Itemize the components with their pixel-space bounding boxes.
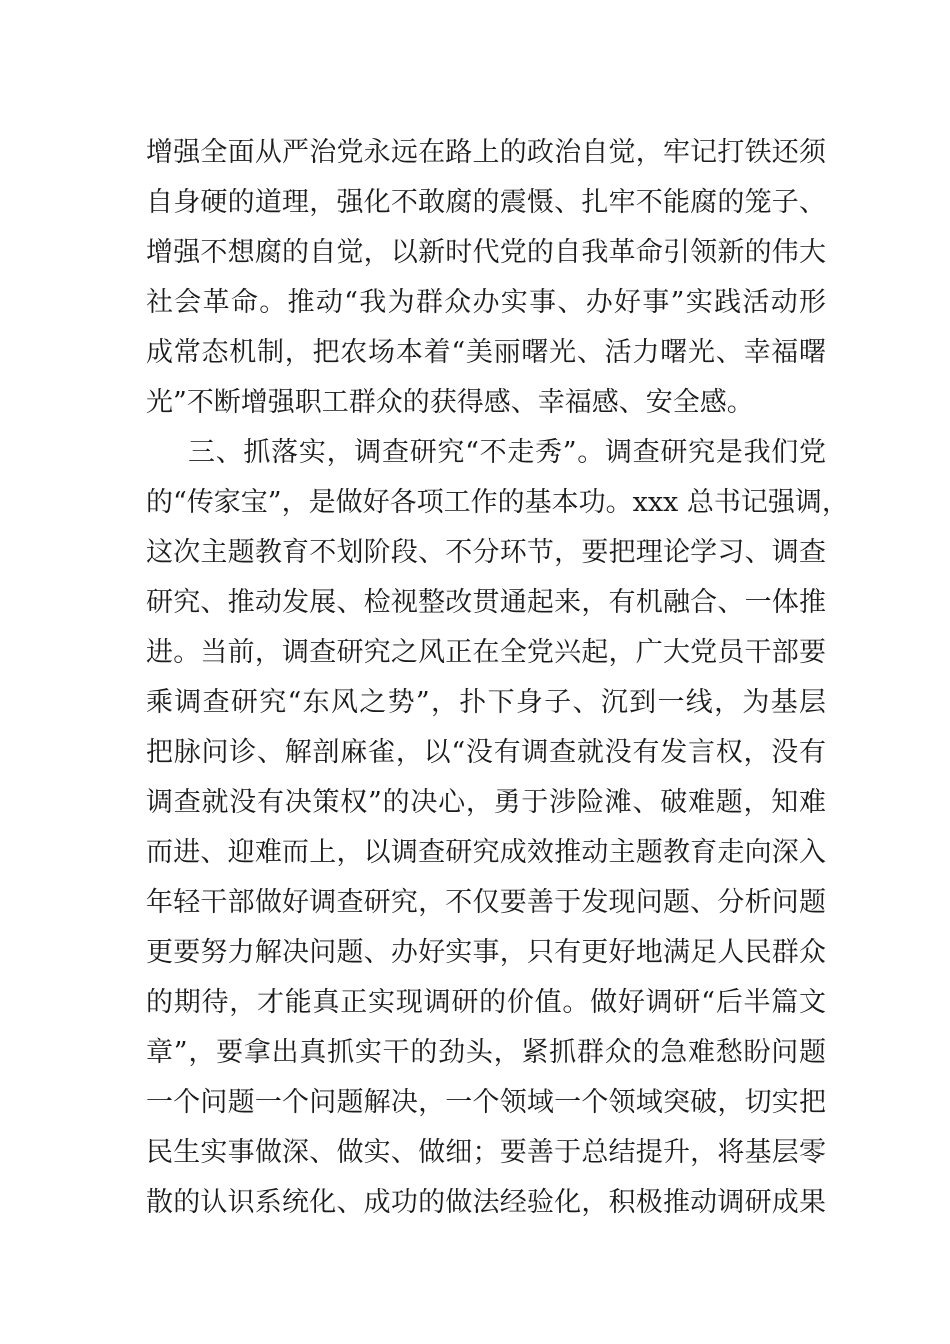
text-line: 民生实事做深、做实、做细；要善于总结提升，将基层零	[146, 1137, 826, 1168]
text-line: 增强全面从严治党永远在路上的政治自觉，牢记打铁还须	[146, 137, 826, 168]
text-line: 乘调查研究“东风之势”，扑下身子、沉到一线，为基层	[146, 687, 826, 718]
text-line: 这次主题教育不划阶段、不分环节，要把理论学习、调查	[146, 537, 826, 568]
text-line: 而进、迎难而上，以调查研究成效推动主题教育走向深入	[146, 837, 826, 868]
text-line: 增强不想腐的自觉，以新时代党的自我革命引领新的伟大	[146, 237, 826, 268]
text-line: 的期待，才能真正实现调研的价值。做好调研“后半篇文	[146, 987, 826, 1018]
text-line: 章”，要拿出真抓实干的劲头，紧抓群众的急难愁盼问题	[146, 1037, 826, 1068]
text-line: 进。当前，调查研究之风正在全党兴起，广大党员干部要	[146, 637, 826, 668]
text-line: 年轻干部做好调查研究，不仅要善于发现问题、分析问题	[146, 887, 826, 918]
text-line: 研究、推动发展、检视整改贯通起来，有机融合、一体推	[146, 587, 826, 618]
text-line: 成常态机制，把农场本着“美丽曙光、活力曙光、幸福曙	[146, 337, 826, 368]
text-line: 光”不断增强职工群众的获得感、幸福感、安全感。	[146, 387, 754, 418]
text-line: 散的认识系统化、成功的做法经验化，积极推动调研成果	[146, 1187, 826, 1218]
text-line: 社会革命。推动“我为群众办实事、办好事”实践活动形	[146, 287, 826, 318]
text-line: 自身硬的道理，强化不敢腐的震慑、扎牢不能腐的笼子、	[146, 187, 826, 218]
text-line: 调查就没有决策权”的决心，勇于涉险滩、破难题，知难	[146, 787, 826, 818]
text-line: 把脉问诊、解剖麻雀，以“没有调查就没有发言权，没有	[146, 737, 826, 768]
paragraph-heading-line: 三、抓落实，调查研究“不走秀”。调查研究是我们党	[188, 437, 826, 468]
text-line: 一个问题一个问题解决，一个领域一个领域突破，切实把	[146, 1087, 826, 1118]
text-line: 的“传家宝”，是做好各项工作的基本功。xxx 总书记强调，	[146, 487, 849, 518]
text-line: 更要努力解决问题、办好实事，只有更好地满足人民群众	[146, 937, 826, 968]
